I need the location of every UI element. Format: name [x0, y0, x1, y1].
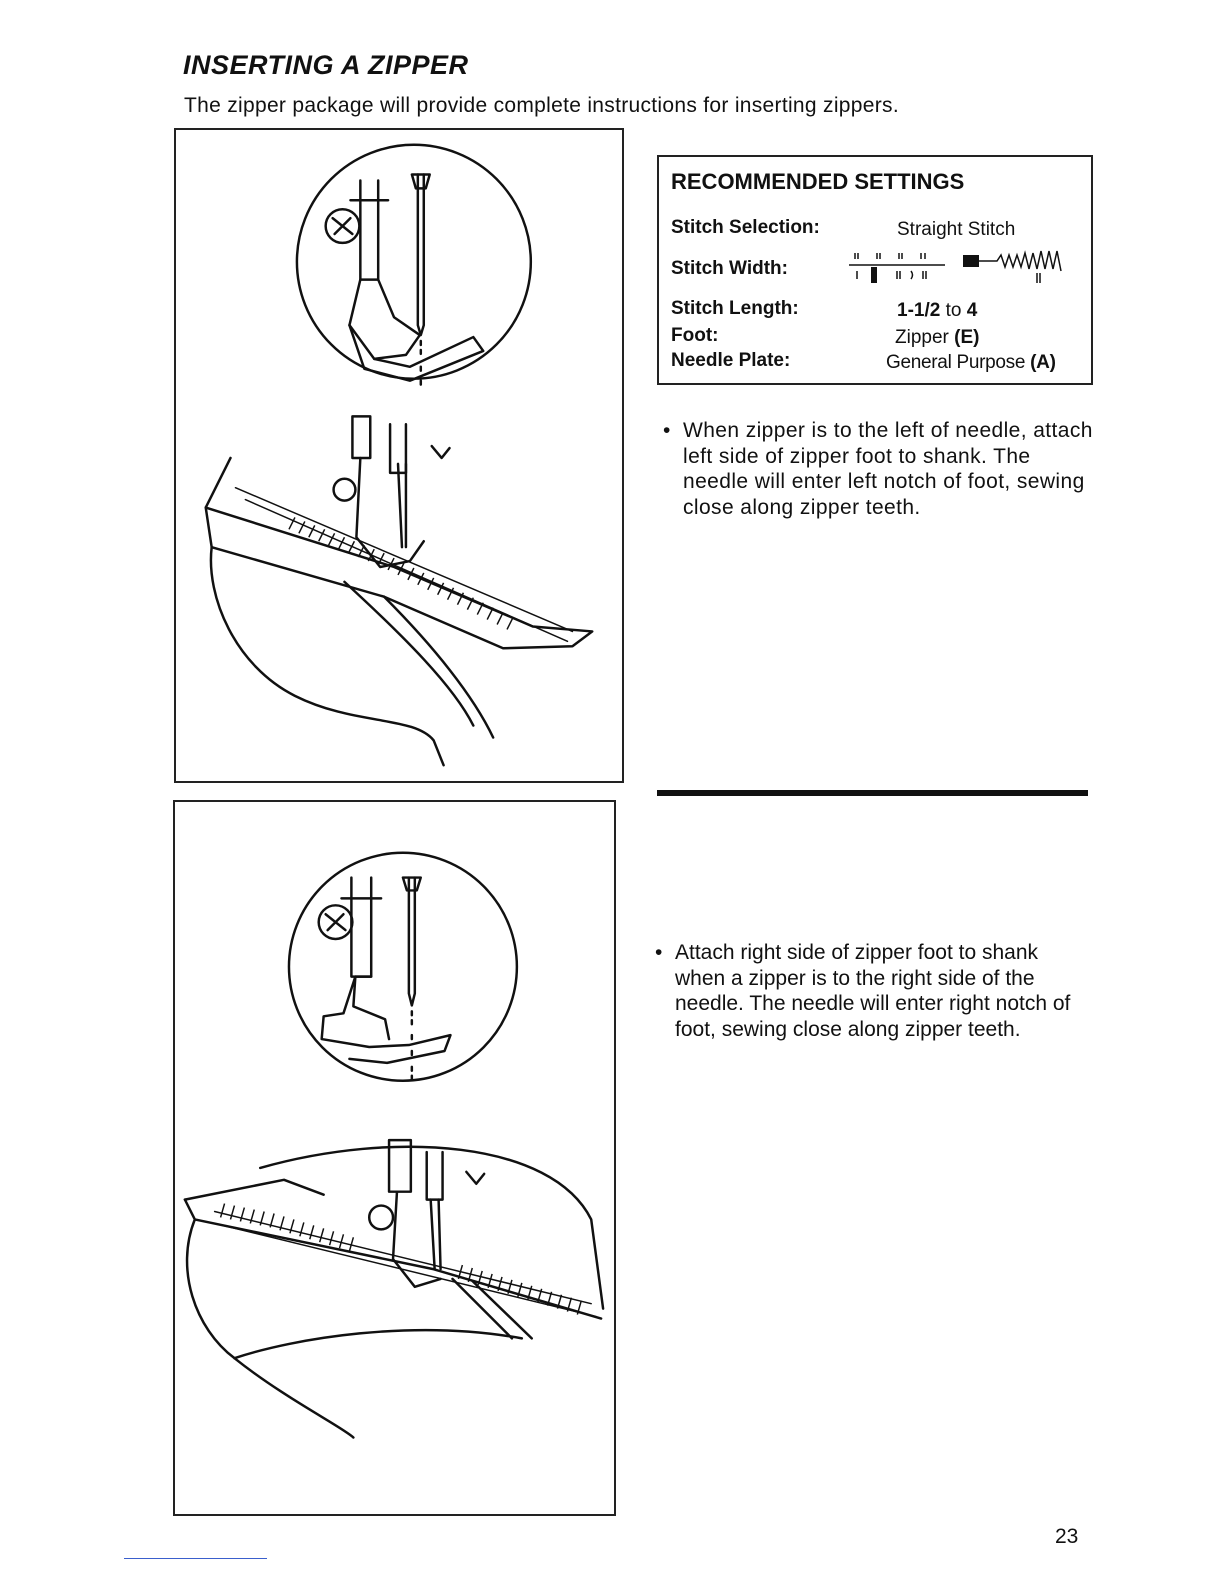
stitch-length-label: Stitch Length:: [671, 298, 799, 319]
page-title: INSERTING A ZIPPER: [183, 50, 469, 80]
sewing-foot-zipper-icon: [175, 802, 614, 1514]
sewing-foot-zipper-icon: [176, 130, 622, 781]
section-divider: [657, 790, 1088, 796]
stitch-width-dial-icon: [847, 247, 1075, 287]
stitch-width-label: Stitch Width:: [671, 258, 788, 279]
instruction-left-zipper: • When zipper is to the left of needle, attach left side of zipper foot to shank. The needle will enter left notch of foot, sewing close along zipper teeth.: [663, 419, 1093, 519]
recommended-settings-box: [657, 155, 1093, 385]
stitch-selection-label: Stitch Selection:: [671, 217, 820, 238]
settings-heading: RECOMMENDED SETTINGS: [671, 169, 965, 194]
foot-label: Foot:: [671, 325, 719, 346]
instruction-right-zipper: • Attach right side of zipper foot to shank when a zipper is to the right side of the needle. The needle will enter right notch of foot, sewing close along zipper teeth.: [655, 941, 1071, 1041]
bullet-icon: •: [655, 941, 663, 964]
zipper-foot-left-illustration: [174, 128, 624, 783]
foot-value: Zipper (E): [895, 327, 980, 348]
needle-plate-label: Needle Plate:: [671, 350, 791, 371]
stitch-selection-value: Straight Stitch: [897, 219, 1016, 240]
needle-plate-value: General Purpose (A): [886, 352, 1056, 373]
page-number: 23: [1055, 1525, 1079, 1548]
stitch-length-value: 1-1/2 to 4: [897, 300, 978, 321]
underline-link-mark: [124, 1558, 267, 1559]
zipper-foot-right-illustration: [173, 800, 616, 1516]
intro-text: The zipper package will provide complete instructions for inserting zippers.: [184, 94, 899, 117]
bullet-icon: •: [663, 419, 671, 442]
